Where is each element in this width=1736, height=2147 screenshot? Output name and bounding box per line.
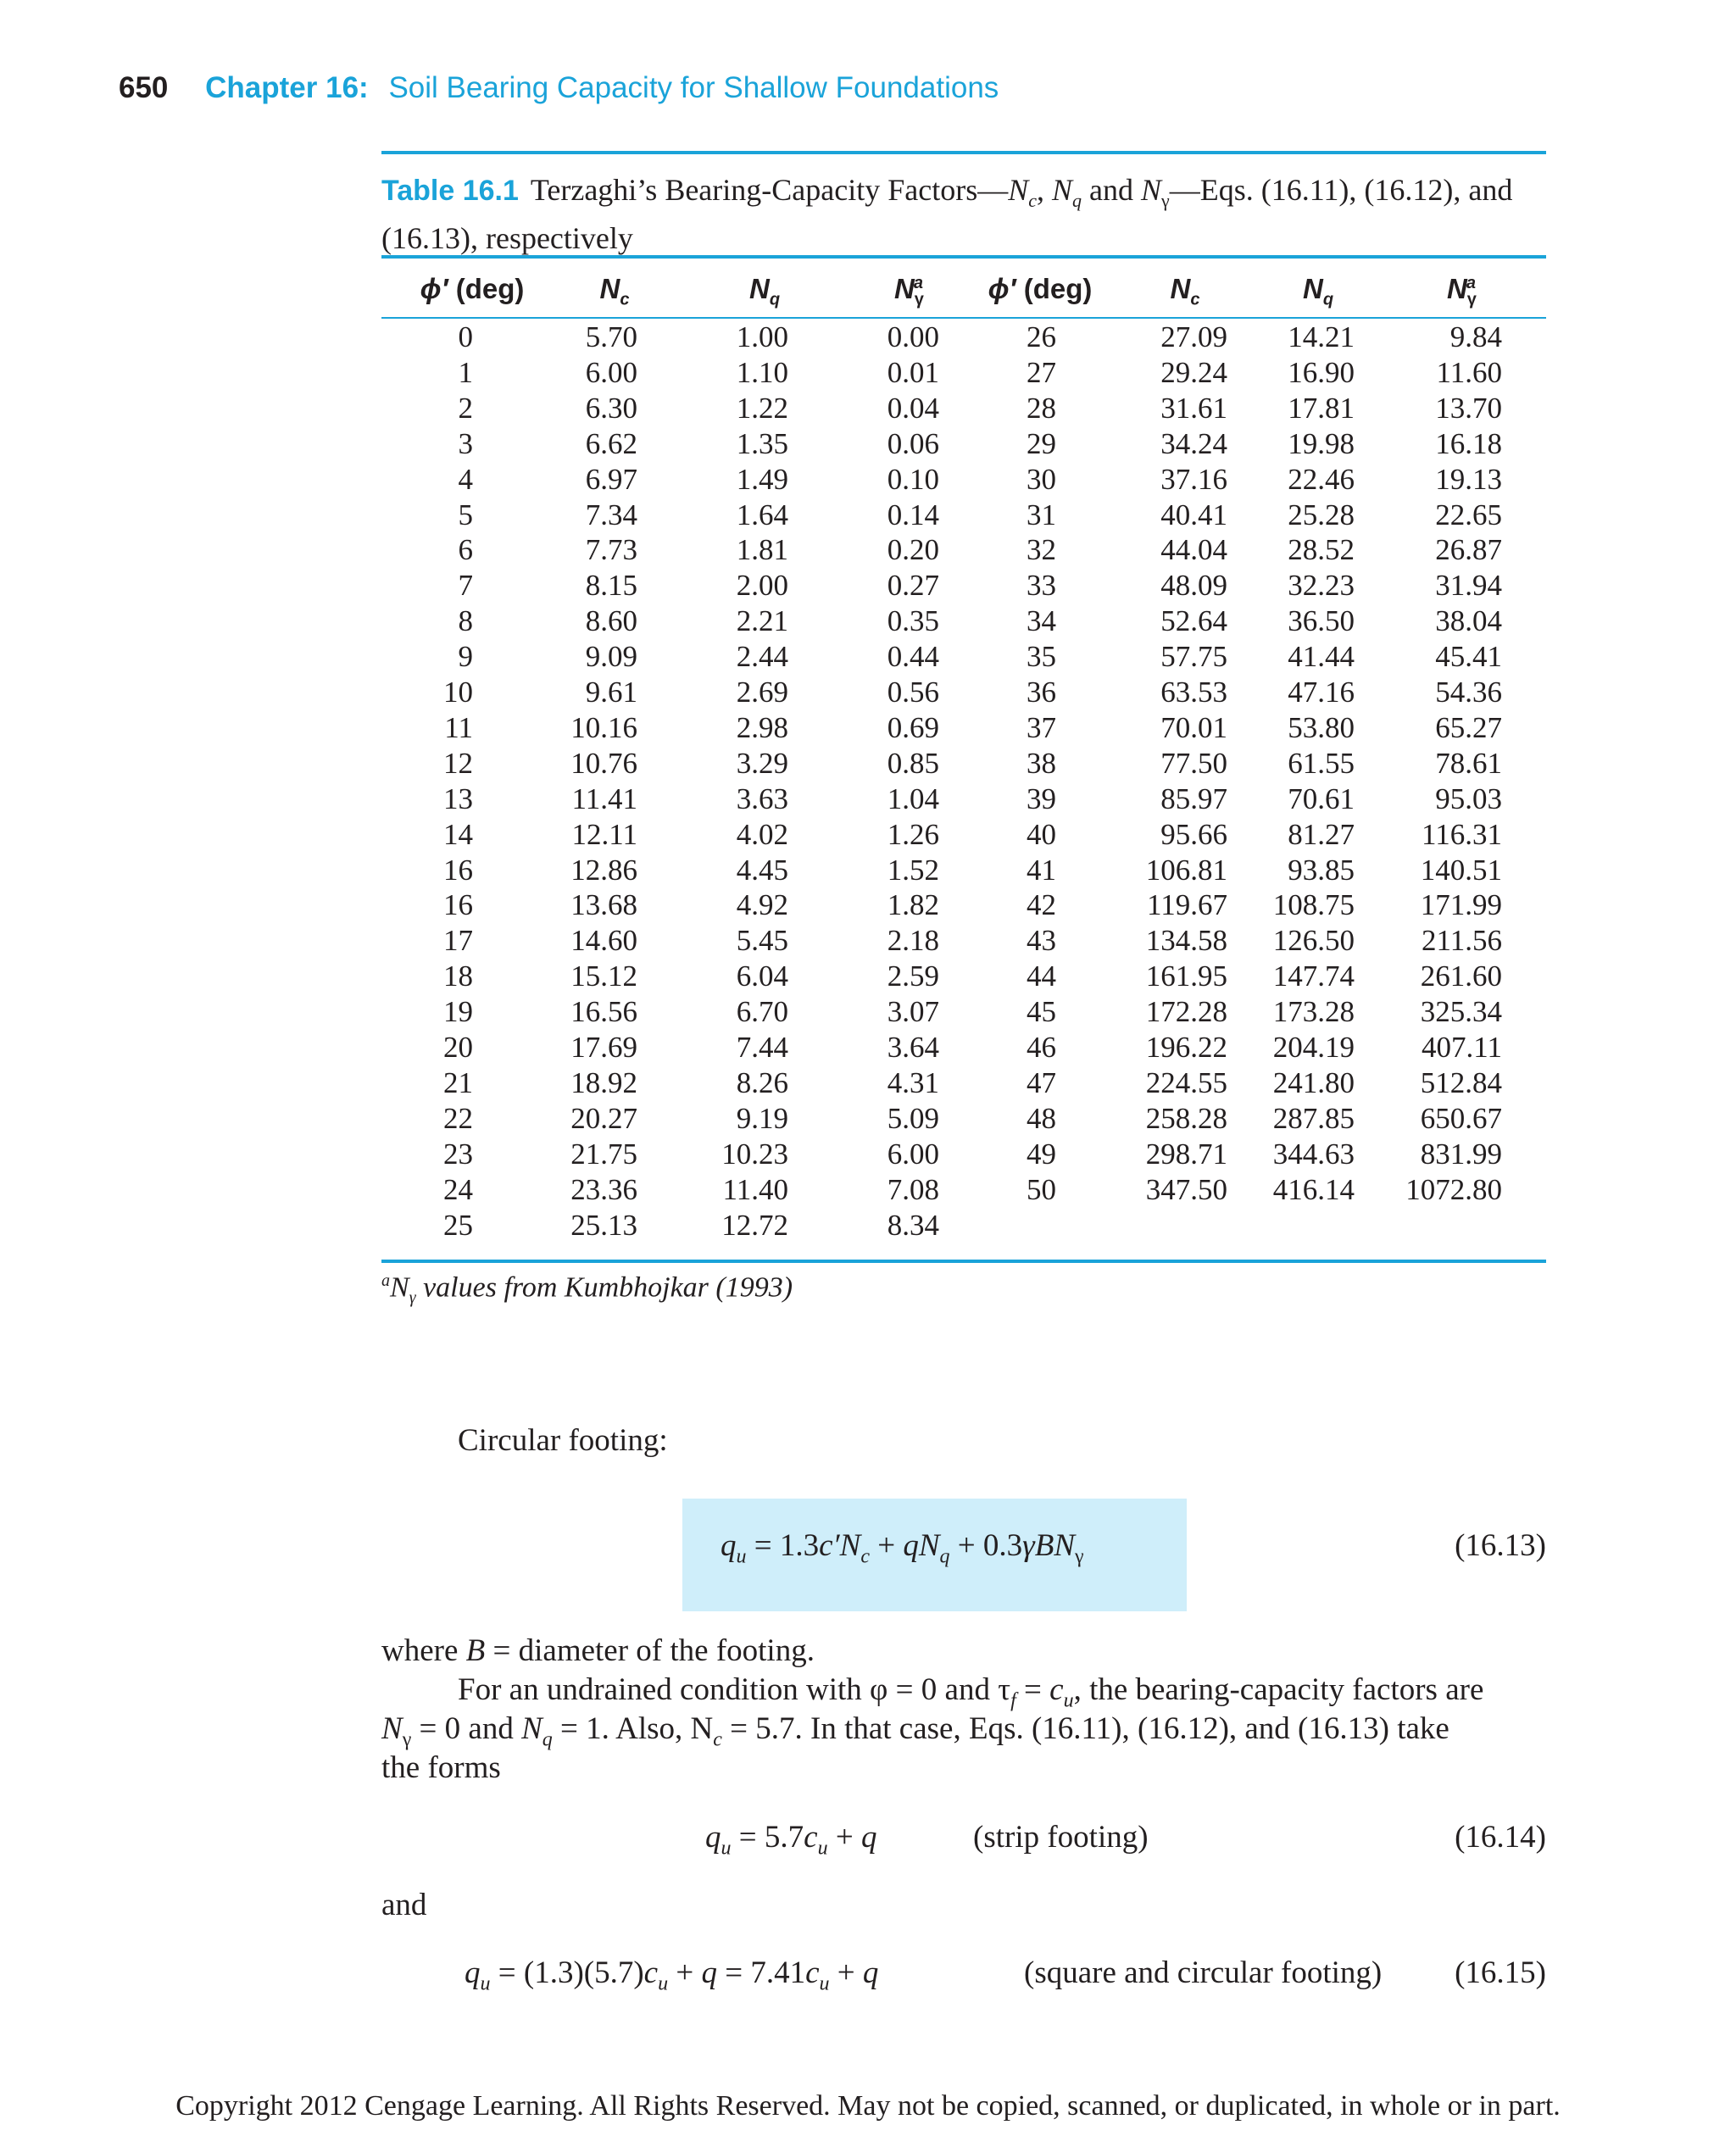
cell-phi-1: 11 [444,710,473,744]
cell-nc-1: 6.62 [585,426,637,460]
equation-16-15-note: (square and circular footing) [1024,1955,1383,1990]
equation-number-16-14: (16.14) [1455,1820,1546,1855]
cell-ngamma-2: 38.04 [1435,604,1502,638]
cell-ngamma-1: 1.52 [887,853,939,887]
col-header-ngamma-1: $N_\gamma^a$ [893,273,924,309]
table-row [381,392,1546,427]
cell-nq-1: 12.72 [721,1208,788,1242]
table-row [381,1137,1546,1173]
equation-16-14-note: (strip footing) [973,1820,1149,1855]
chapter-label: Chapter 16: [205,71,369,104]
cell-phi-1: 14 [443,817,473,851]
table-row [381,959,1546,995]
circular-footing-label: Circular footing: [458,1423,668,1458]
table-row [381,533,1546,569]
cell-nc-1: 13.68 [570,888,637,922]
cell-nc-1: 23.36 [570,1172,637,1206]
cell-phi-2: 43 [1027,924,1056,958]
cell-ngamma-2: 95.03 [1435,781,1502,815]
cell-nc-1: 9.09 [585,640,637,674]
cell-ngamma-2: 650.67 [1420,1101,1502,1135]
cell-nq-2: 22.46 [1288,462,1355,496]
cell-ngamma-1: 0.06 [887,426,939,460]
cell-nq-1: 1.10 [736,355,788,389]
cell-ngamma-1: 4.31 [887,1065,939,1099]
cell-ngamma-1: 1.82 [887,888,939,922]
cell-ngamma-1: 0.00 [887,320,939,353]
cell-nq-1: 6.70 [736,995,788,1029]
equation-number-16-15: (16.15) [1455,1955,1546,1990]
cell-phi-2: 33 [1027,569,1056,603]
cell-nq-2: 19.98 [1288,426,1355,460]
cell-ngamma-2: 16.18 [1435,426,1502,460]
cell-nq-1: 7.44 [736,1031,788,1064]
table-number: Table 16.1 [381,175,519,207]
cell-nc-1: 12.86 [570,853,637,887]
cell-phi-1: 8 [458,604,473,638]
cell-ngamma-1: 0.69 [887,710,939,744]
cell-phi-2: 41 [1027,853,1056,887]
cell-nc-2: 44.04 [1160,533,1227,567]
table-row [381,320,1546,356]
table-row [381,676,1546,711]
cell-nc-2: 70.01 [1160,710,1227,744]
cell-nq-2: 204.19 [1272,1031,1355,1064]
copyright-notice: Copyright 2012 Cengage Learning. All Rights Reserved. May not be copied, scanned, or duplicated, in whole or in part. [175,2090,1561,2122]
cell-phi-2: 35 [1027,640,1056,674]
table-row [381,888,1546,924]
cell-nc-2: 347.50 [1145,1172,1227,1206]
cell-ngamma-2: 26.87 [1435,533,1502,567]
cell-nq-2: 81.27 [1288,817,1355,851]
table-row [381,747,1546,782]
cell-phi-1: 12 [443,746,473,780]
paragraph-line-1: For an undrained condition with φ = 0 and $\tau_f = c_u$, the bearing-capacity factors are [458,1672,1484,1712]
cell-nq-1: 2.00 [736,569,788,603]
cell-ngamma-2: 11.60 [1436,355,1502,389]
table-row [381,1209,1546,1244]
cell-nq-1: 10.23 [721,1137,788,1171]
cell-nc-2: 48.09 [1160,569,1227,603]
para-line1-end: , the bearing-capacity factors are [1073,1672,1484,1707]
cell-nc-1: 5.70 [585,320,637,353]
cell-nc-1: 20.27 [570,1101,637,1135]
cell-ngamma-2: 13.70 [1435,391,1502,425]
cell-nc-1: 6.30 [585,391,637,425]
page-number: 650 [119,71,169,104]
cell-nq-1: 3.63 [736,781,788,815]
cell-ngamma-2: 31.94 [1435,569,1502,603]
cell-nc-2: 57.75 [1160,640,1227,674]
cell-nq-2: 173.28 [1272,995,1355,1029]
cell-phi-1: 17 [443,924,473,958]
cell-nq-2: 126.50 [1272,924,1355,958]
cell-nq-2: 241.80 [1272,1065,1355,1099]
cell-phi-1: 3 [458,426,473,460]
table-row [381,995,1546,1031]
cell-phi-2: 26 [1027,320,1056,353]
cell-nq-2: 16.90 [1288,355,1355,389]
cell-ngamma-1: 0.56 [887,676,939,709]
table-caption-text: Terzaghi’s Bearing-Capacity $Factors—N_c$, $N_q$ and $N_\gamma—Eqs$. (16.11), (16.12), and (16.13), respectively [381,173,1513,256]
col-header-phi-1: ϕ′ (deg) [420,273,525,304]
cell-nq-1: 1.81 [736,533,788,567]
paragraph-line-2: $N_\gamma = 0$ and $N_q = 1$. Also, $N_c = 5.7$. In that case, Eqs. (16.11), (16.12), and (16.13) take [381,1711,1449,1751]
cell-ngamma-1: 2.59 [887,959,939,993]
cell-phi-2: 36 [1027,676,1056,709]
cell-nc-2: 29.24 [1160,355,1227,389]
para-line1-text: For an undrained condition with φ = 0 and τ [458,1672,1011,1707]
cell-ngamma-2: 78.61 [1435,746,1502,780]
cell-nq-2: 93.85 [1288,853,1355,887]
cell-nc-1: 10.16 [570,710,637,744]
cell-nc-1: 6.00 [585,355,637,389]
cell-nq-1: 4.02 [736,817,788,851]
cell-nq-1: 1.64 [736,498,788,531]
cell-nc-2: 134.58 [1145,924,1227,958]
cell-nq-1: 1.00 [736,320,788,353]
table-row [381,854,1546,889]
equation-16-13: $q_u = 1.3c'N_c + qN_q + 0.3\gamma BN_\gamma$ [721,1528,1084,1568]
cell-nc-2: 31.61 [1160,391,1227,425]
cell-phi-1: 18 [443,959,473,993]
cell-phi-2: 47 [1027,1065,1056,1099]
cell-nq-1: 1.22 [736,391,788,425]
cell-nc-2: 77.50 [1160,746,1227,780]
cell-phi-1: 4 [458,462,473,496]
cell-nq-1: 1.49 [736,462,788,496]
col-header-nq-1: $N_q$ [748,273,781,309]
table-row [381,782,1546,818]
table-row [381,711,1546,747]
cell-nc-2: 172.28 [1145,995,1227,1029]
cell-ngamma-1: 6.00 [887,1137,939,1171]
cell-nq-2: 70.61 [1288,781,1355,815]
cell-nq-2: 147.74 [1272,959,1355,993]
cell-phi-2: 32 [1027,533,1056,567]
cell-phi-2: 49 [1027,1137,1056,1171]
cell-nc-2: 119.67 [1147,888,1227,922]
cell-phi-1: 6 [458,533,473,567]
cell-ngamma-1: 2.18 [887,924,939,958]
table-row [381,1066,1546,1102]
table-row [381,924,1546,959]
cell-nq-2: 36.50 [1288,604,1355,638]
cell-nc-1: 9.61 [585,676,637,709]
cell-phi-2: 50 [1027,1172,1056,1206]
table-row [381,1031,1546,1066]
cell-ngamma-1: 0.27 [887,569,939,603]
cell-nq-1: 6.04 [736,959,788,993]
cell-ngamma-1: 1.26 [887,817,939,851]
cell-nc-1: 25.13 [570,1208,637,1242]
cell-phi-1: 5 [458,498,473,531]
table-caption [381,171,1546,257]
cell-nc-2: 161.95 [1145,959,1227,993]
cell-nq-2: 32.23 [1288,569,1355,603]
table-top-rule [381,151,1546,154]
equation-number-16-13: (16.13) [1455,1528,1546,1563]
cell-phi-1: 19 [443,995,473,1029]
cell-nc-2: 52.64 [1160,604,1227,638]
table-row [381,427,1546,463]
cell-nc-2: 95.66 [1160,817,1227,851]
cell-ngamma-2: 22.65 [1435,498,1502,531]
cell-nc-1: 6.97 [585,462,637,496]
cell-nc-2: 40.41 [1160,498,1227,531]
cell-nc-1: 7.73 [585,533,637,567]
cell-nq-2: 28.52 [1288,533,1355,567]
cell-nq-2: 61.55 [1288,746,1355,780]
cell-nc-2: 298.71 [1145,1137,1227,1171]
cell-nq-1: 3.29 [736,746,788,780]
cell-ngamma-1: 0.10 [887,462,939,496]
where-line: where B = diameter of the footing. [381,1633,815,1668]
table-subheader-rule [381,317,1546,319]
cell-nc-1: 8.60 [585,604,637,638]
cell-nq-1: 4.45 [736,853,788,887]
cell-phi-1: 20 [443,1031,473,1064]
para-line2-mid: = 1. Also, N [560,1711,714,1746]
cell-nc-1: 11.41 [571,781,637,815]
cell-nc-2: 27.09 [1160,320,1227,353]
cell-phi-2: 42 [1027,888,1056,922]
cell-nc-2: 196.22 [1145,1031,1227,1064]
table-row [381,463,1546,498]
col-header-nc-2: $N_c$ [1170,273,1200,309]
cell-nq-1: 2.69 [736,676,788,709]
cell-phi-1: 0 [458,320,473,353]
cell-ngamma-1: 1.04 [887,781,939,815]
table-row [381,818,1546,854]
cell-phi-1: 23 [443,1137,473,1171]
cell-nc-1: 12.11 [571,817,637,851]
table-row [381,604,1546,640]
cell-nc-2: 63.53 [1160,676,1227,709]
cell-phi-2: 30 [1027,462,1056,496]
cell-phi-2: 44 [1027,959,1056,993]
footnote-text: values from Kumbhojkar (1993) [423,1271,793,1304]
cell-phi-1: 1 [458,355,473,389]
where-text: diameter of the footing. [518,1633,815,1668]
col-header-ngamma-2: $N_\gamma^a$ [1446,273,1477,309]
cell-nq-1: 5.45 [736,924,788,958]
cell-nq-1: 2.98 [736,710,788,744]
cell-phi-2: 48 [1027,1101,1056,1135]
cell-nc-2: 37.16 [1160,462,1227,496]
cell-ngamma-2: 19.13 [1435,462,1502,496]
cell-ngamma-1: 3.07 [887,995,939,1029]
table-row [381,1173,1546,1209]
cell-ngamma-1: 0.85 [887,746,939,780]
cell-phi-2: 34 [1027,604,1056,638]
cell-nq-2: 47.16 [1288,676,1355,709]
cell-phi-1: 16 [443,853,473,887]
cell-phi-1: 10 [443,676,473,709]
cell-nq-2: 17.81 [1288,391,1355,425]
cell-phi-2: 45 [1027,995,1056,1029]
cell-phi-1: 2 [458,391,473,425]
cell-phi-2: 29 [1027,426,1056,460]
cell-ngamma-2: 831.99 [1420,1137,1502,1171]
cell-nc-1: 21.75 [570,1137,637,1171]
cell-ngamma-1: 7.08 [887,1172,939,1206]
cell-nc-1: 7.34 [585,498,637,531]
cell-phi-1: 24 [443,1172,473,1206]
cell-nq-1: 11.40 [722,1172,788,1206]
cell-nq-1: 4.92 [736,888,788,922]
cell-ngamma-2: 140.51 [1420,853,1502,887]
cell-nc-2: 106.81 [1145,853,1227,887]
table-footnote: $^aN_\gamma$ values from Kumbhojkar (1993) [381,1271,793,1308]
footnote-marker: a [381,1271,390,1290]
cell-nq-2: 287.85 [1272,1101,1355,1135]
cell-nc-1: 17.69 [570,1031,637,1064]
chapter-title: Soil Bearing Capacity for Shallow Foundations [388,71,999,104]
col-header-phi-2: ϕ′ (deg) [988,273,1093,304]
cell-ngamma-2: 211.56 [1422,924,1502,958]
cell-ngamma-1: 0.01 [887,355,939,389]
cell-phi-2: 38 [1027,746,1056,780]
cell-phi-1: 9 [458,640,473,674]
cell-phi-1: 13 [443,781,473,815]
cell-ngamma-1: 0.20 [887,533,939,567]
cell-ngamma-1: 0.14 [887,498,939,531]
cell-ngamma-2: 512.84 [1420,1065,1502,1099]
table-row [381,498,1546,534]
cell-nc-1: 14.60 [570,924,637,958]
cell-nq-1: 8.26 [736,1065,788,1099]
cell-phi-1: 22 [443,1101,473,1135]
cell-ngamma-1: 8.34 [887,1208,939,1242]
cell-nq-1: 2.21 [736,604,788,638]
cell-nq-2: 416.14 [1272,1172,1355,1206]
cell-nq-2: 108.75 [1272,888,1355,922]
cell-ngamma-2: 65.27 [1435,710,1502,744]
equation-16-15: $q_u = (1.3)(5.7)c_u + q = 7.41c_u + q$ [465,1955,879,1995]
cell-nq-2: 25.28 [1288,498,1355,531]
cell-nq-2: 14.21 [1288,320,1355,353]
cell-phi-1: 7 [458,569,473,603]
cell-ngamma-2: 261.60 [1420,959,1502,993]
cell-ngamma-2: 407.11 [1422,1031,1502,1064]
cell-ngamma-1: 3.64 [887,1031,939,1064]
cell-ngamma-2: 325.34 [1420,995,1502,1029]
table-row [381,1102,1546,1137]
cell-ngamma-1: 0.35 [887,604,939,638]
cell-phi-2: 46 [1027,1031,1056,1064]
cell-phi-1: 16 [443,888,473,922]
cell-phi-1: 21 [443,1065,473,1099]
cell-phi-2: 40 [1027,817,1056,851]
cell-ngamma-2: 9.84 [1449,320,1502,353]
col-header-nq-2: $N_q$ [1302,273,1334,309]
cell-nc-1: 16.56 [570,995,637,1029]
cell-ngamma-2: 54.36 [1435,676,1502,709]
cell-nc-2: 258.28 [1145,1101,1227,1135]
table-row [381,569,1546,604]
paragraph-line-3: the forms [381,1750,501,1785]
cell-nq-1: 9.19 [736,1101,788,1135]
cell-ngamma-2: 1072.80 [1405,1172,1502,1206]
cell-nq-2: 53.80 [1288,710,1355,744]
table-row [381,356,1546,392]
cell-nc-1: 15.12 [570,959,637,993]
table-bottom-rule [381,1260,1546,1263]
cell-phi-2: 28 [1027,391,1056,425]
cell-phi-2: 39 [1027,781,1056,815]
cell-phi-1: 25 [443,1208,473,1242]
cell-nc-1: 10.76 [570,746,637,780]
para-line2-end: = 5.7. In that case, Eqs. (16.11), (16.12), and (16.13) take [730,1711,1449,1746]
cell-nc-2: 85.97 [1160,781,1227,815]
cell-ngamma-2: 171.99 [1420,888,1502,922]
cell-nq-2: 41.44 [1288,640,1355,674]
cell-ngamma-2: 45.41 [1435,640,1502,674]
cell-nq-1: 1.35 [736,426,788,460]
cell-ngamma-2: 116.31 [1422,817,1502,851]
cell-nc-1: 8.15 [585,569,637,603]
cell-nq-1: 2.44 [736,640,788,674]
col-header-nc-1: $N_c$ [599,273,630,309]
cell-nc-2: 224.55 [1145,1065,1227,1099]
cell-nc-2: 34.24 [1160,426,1227,460]
cell-phi-2: 27 [1027,355,1056,389]
and-text: and [381,1888,427,1922]
equation-16-14: $q_u = 5.7c_u + q$ [705,1820,877,1860]
cell-nc-1: 18.92 [570,1065,637,1099]
cell-ngamma-1: 0.04 [887,391,939,425]
cell-phi-2: 37 [1027,710,1056,744]
running-head [119,71,999,105]
table-row [381,640,1546,676]
cell-nq-2: 344.63 [1272,1137,1355,1171]
cell-ngamma-1: 5.09 [887,1101,939,1135]
cell-phi-2: 31 [1027,498,1056,531]
cell-ngamma-1: 0.44 [887,640,939,674]
